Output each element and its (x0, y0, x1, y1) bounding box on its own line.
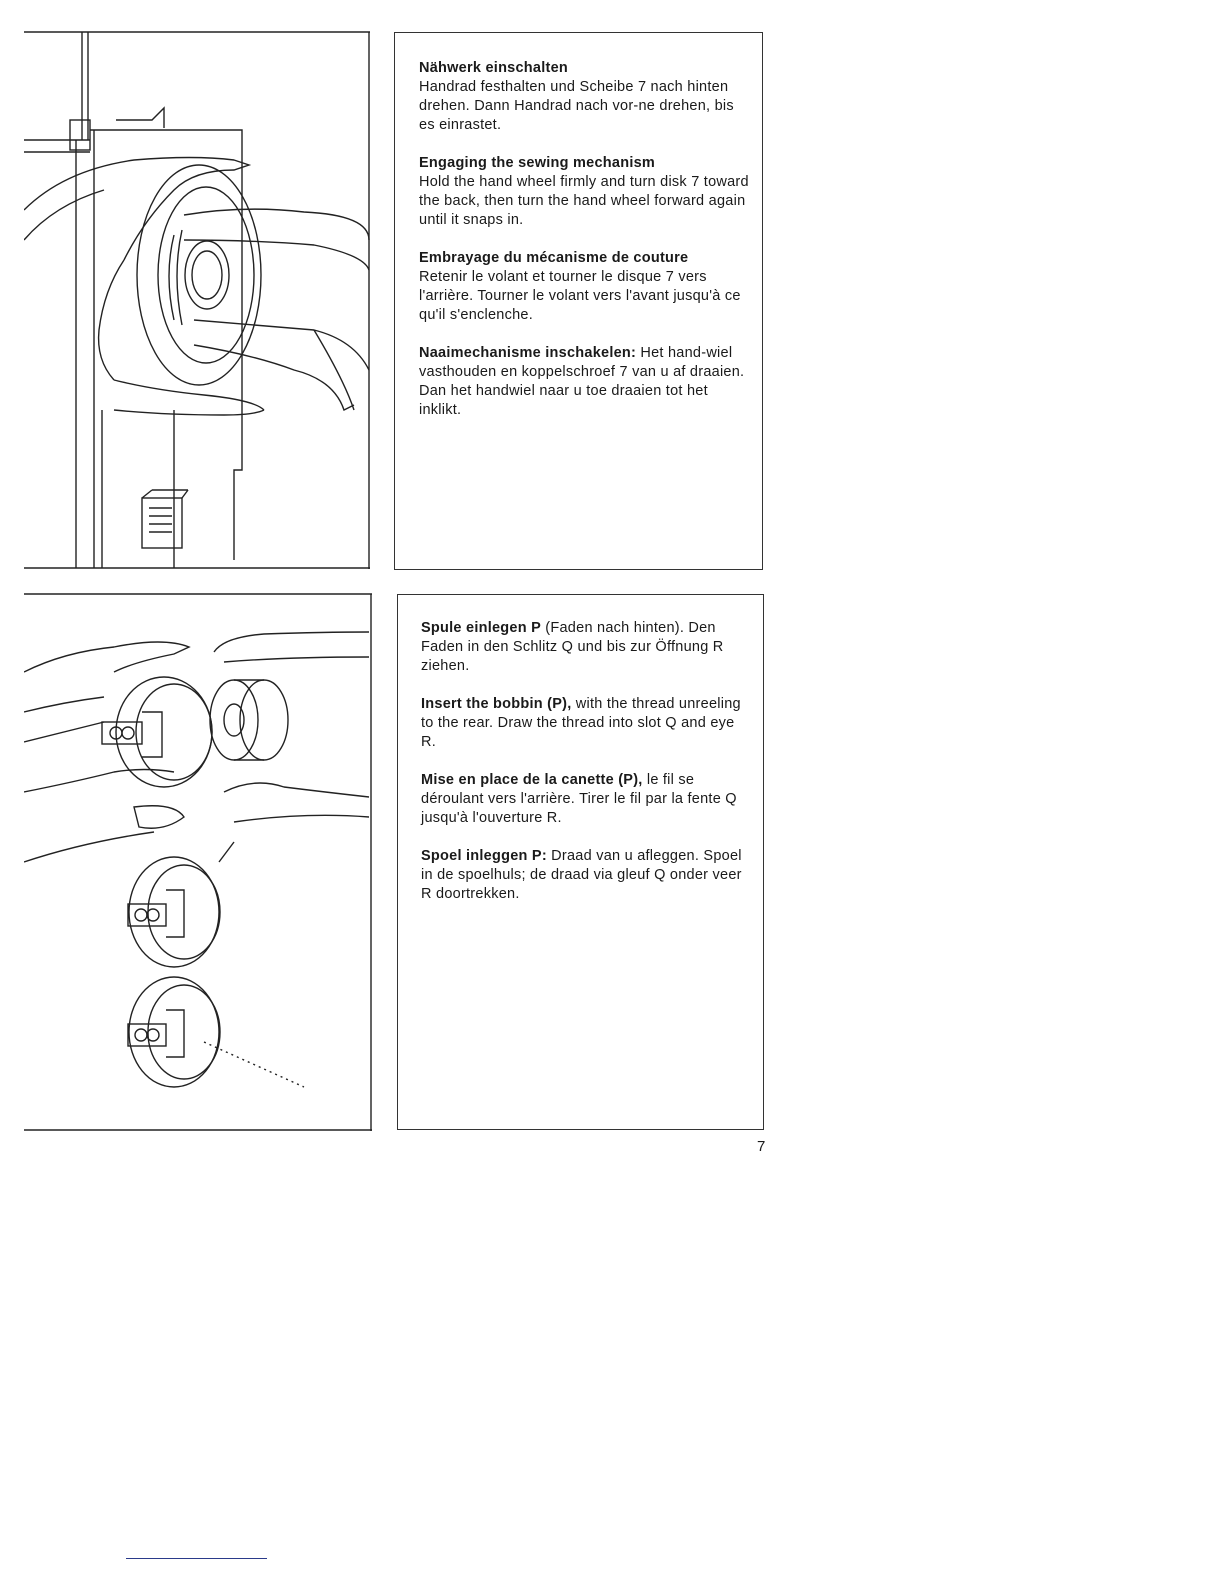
heading-english-bobbin: Insert the bobbin (P), (421, 696, 572, 712)
text-box-bobbin (397, 594, 764, 1130)
footer-line (126, 1558, 267, 1559)
paragraph-english-engaging (419, 154, 749, 230)
heading-french-engaging: Embrayage du mécanisme de couture (419, 250, 689, 266)
heading-dutch-engaging: Naaimechanisme inschakelen: (419, 345, 637, 361)
paragraph-english-bobbin (421, 695, 751, 752)
heading-german-bobbin: Spule einlegen P (421, 620, 542, 636)
body-german-bobbin: (Faden nach hinten). Den Faden in den Schlitz Q und bis zur Öffnung R ziehen. (421, 620, 724, 674)
body-english-engaging: Hold the hand wheel firmly and turn disk 7 toward the back, then turn the hand wheel forward again until it snaps in. (419, 174, 749, 228)
body-english-bobbin: with the thread unreeling to the rear. Draw the thread into slot Q and eye R. (421, 696, 741, 750)
paragraph-dutch-bobbin (421, 847, 751, 904)
body-german-engaging: Handrad festhalten und Scheibe 7 nach hinten drehen. Dann Handrad nach vor-ne drehen, bis es einrastet. (419, 79, 734, 133)
page-number: 7 (757, 1138, 766, 1155)
paragraph-german-engaging (419, 59, 749, 135)
heading-dutch-bobbin: Spoel inleggen P: (421, 848, 547, 864)
paragraph-french-engaging (419, 249, 749, 325)
heading-german-engaging: Nähwerk einschalten (419, 60, 568, 76)
hand-wheel-illustration (24, 30, 371, 570)
body-french-engaging: Retenir le volant et tourner le disque 7 vers l'arrière. Tourner le volant vers l'avant jusqu'à ce qu'il s'enclenche. (419, 269, 741, 323)
body-french-bobbin: le fil se déroulant vers l'arrière. Tirer le fil par la fente Q jusqu'à l'ouverture R. (421, 772, 737, 826)
body-dutch-engaging: Het hand-wiel vasthouden en koppelschroef 7 van u af draaien. Dan het handwiel naar u toe draaien tot het inklikt. (419, 345, 745, 418)
body-dutch-bobbin: Draad van u afleggen. Spoel in de spoelhuls; de draad via gleuf Q onder veer R doortrekken. (421, 848, 742, 902)
paragraph-dutch-engaging (419, 344, 749, 420)
bobbin-case-illustration (24, 592, 374, 1132)
paragraph-french-bobbin (421, 771, 751, 828)
heading-french-bobbin: Mise en place de la canette (P), (421, 772, 643, 788)
heading-english-engaging: Engaging the sewing mechanism (419, 155, 656, 171)
text-box-hand-wheel (394, 32, 763, 570)
paragraph-german-bobbin (421, 619, 751, 676)
